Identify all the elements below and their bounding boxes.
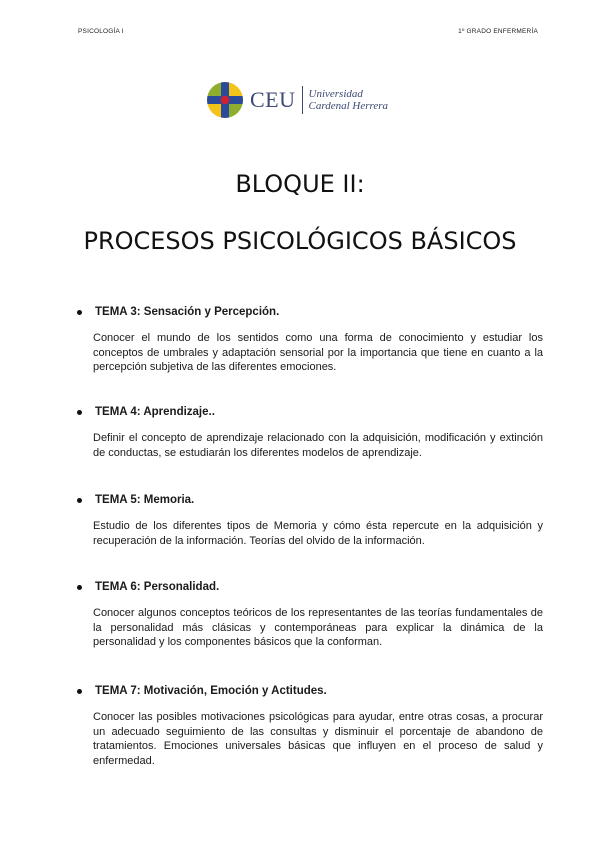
- header-course: PSICOLOGÍA I: [78, 28, 124, 35]
- header-grade: 1º GRADO ENFERMERÍA: [458, 28, 538, 35]
- bullet-icon: [77, 410, 82, 415]
- topic-description: Conocer el mundo de los sentidos como una forma de conocimiento y estudiar los conceptos de umbrales y adaptación sensorial por la importancia que tiene en cuanto a la percepción subjetiva de las diferentes emociones.: [93, 332, 543, 373]
- topic-heading: [75, 579, 543, 595]
- bullet-icon: [77, 689, 82, 694]
- topic-heading: [75, 404, 543, 420]
- block-title: BLOQUE II:: [235, 170, 365, 198]
- topic-heading: [75, 492, 543, 508]
- topic-item: [75, 304, 543, 375]
- logo-university-name: [309, 88, 389, 112]
- university-logo: [207, 82, 388, 118]
- topic-item: [75, 492, 543, 548]
- topic-description: Conocer algunos conceptos teóricos de los representantes de las teorías fundamentales de la personalidad más clásicas y contemporáneas para explicar la dinámica de la personalidad y los componentes básicos que la conforman.: [93, 607, 543, 648]
- logo-acronym: CEU: [250, 87, 296, 112]
- topic-item: [75, 579, 543, 650]
- topic-title: TEMA 5: Memoria.: [95, 494, 195, 506]
- topic-item: [75, 404, 543, 460]
- topic-description: Estudio de los diferentes tipos de Memoria y cómo ésta repercute en la adquisición y recuperación de la información. Teorías del olvido de la información.: [93, 520, 543, 547]
- bullet-icon: [77, 585, 82, 590]
- logo-line-1: Universidad: [308, 88, 363, 100]
- topic-item: [75, 683, 543, 768]
- topic-title: TEMA 6: Personalidad.: [95, 581, 220, 593]
- bullet-icon: [77, 498, 82, 503]
- bullet-icon: [77, 310, 82, 315]
- topic-description: Conocer las posibles motivaciones psicológicas para ayudar, entre otras cosas, a procurar un adecuado seguimiento de las consultas y disminuir el porcentaje de abandono de tratamientos. Emociones universales básicas que influyen en el proceso de salud y enfermedad.: [93, 711, 543, 767]
- topic-description: Definir el concepto de aprendizaje relacionado con la adquisición, modificación y extinción de conductas, se estudiarán los diferentes modelos de aprendizaje.: [93, 432, 543, 459]
- block-subtitle: PROCESOS PSICOLÓGICOS BÁSICOS: [83, 227, 517, 255]
- ceu-seal-icon: [207, 82, 243, 118]
- topic-heading: [75, 683, 543, 699]
- logo-line-2: Cardenal Herrera: [308, 100, 389, 112]
- topic-heading: [75, 304, 543, 320]
- topic-title: TEMA 4: Aprendizaje..: [95, 406, 215, 418]
- topic-title: TEMA 7: Motivación, Emoción y Actitudes.: [95, 685, 327, 697]
- topic-title: TEMA 3: Sensación y Percepción.: [95, 306, 280, 318]
- logo-divider: [302, 86, 303, 114]
